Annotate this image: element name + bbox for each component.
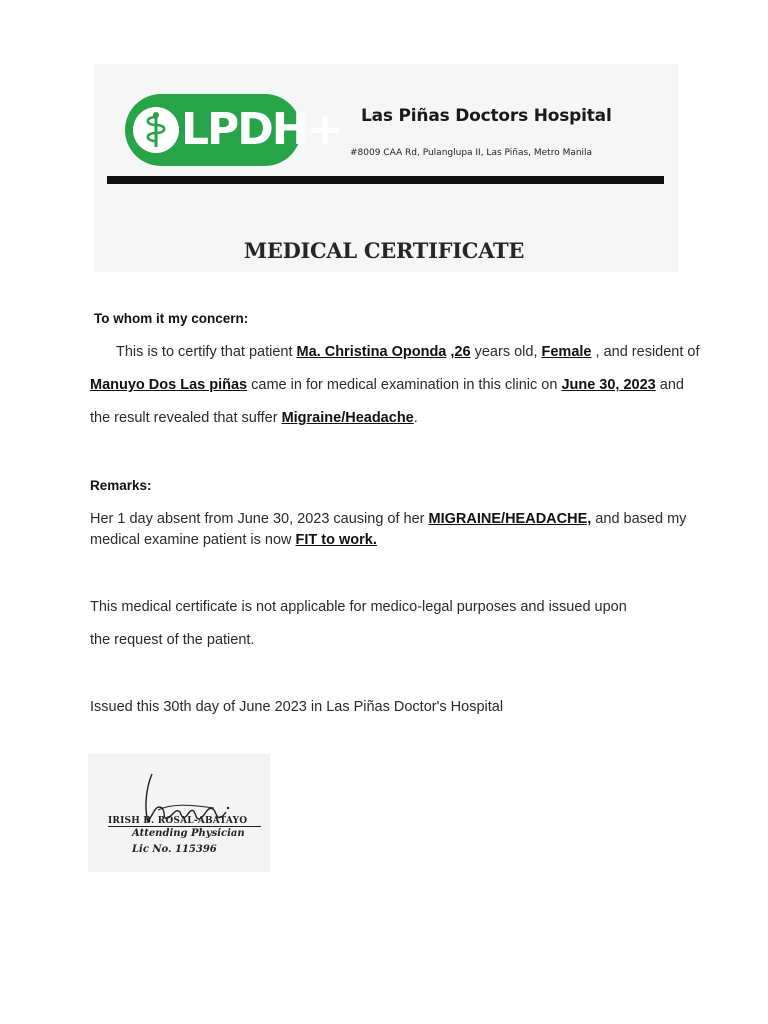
certification-line-3 bbox=[90, 410, 418, 426]
document-title: MEDICAL CERTIFICATE bbox=[243, 238, 525, 263]
condition: MIGRAINE/HEADACHE, bbox=[428, 511, 592, 527]
text-segment: medical examine patient is now bbox=[90, 532, 292, 548]
text-segment: came in for medical examination in this clinic on bbox=[247, 377, 558, 393]
text-segment: the result revealed that suffer bbox=[90, 410, 278, 426]
caduceus-icon bbox=[133, 107, 179, 153]
signatory-name: IRISH B. ROSAL-ABATAYO bbox=[108, 816, 261, 827]
text-segment: Her 1 day absent from June 30, 2023 causing of her bbox=[90, 511, 425, 527]
patient-name: Ma. Christina Oponda bbox=[296, 344, 447, 360]
hospital-address: #8009 CAA Rd, Pulanglupa II, Las Piñas, Metro Manila bbox=[350, 148, 593, 158]
signatory-role: Attending Physician bbox=[132, 828, 245, 839]
header-divider bbox=[107, 176, 664, 184]
issued-statement: Issued this 30th day of June 2023 in Las Piñas Doctor's Hospital bbox=[90, 699, 504, 715]
diagnosis: Migraine/Headache bbox=[281, 410, 414, 426]
salutation: To whom it my concern: bbox=[94, 311, 249, 326]
text-segment: . bbox=[413, 410, 418, 426]
patient-sex: Female bbox=[541, 344, 592, 360]
fitness-status: FIT to work. bbox=[295, 532, 377, 548]
text-segment: and bbox=[655, 377, 684, 393]
text-segment: years old, bbox=[470, 344, 538, 360]
hospital-logo bbox=[125, 94, 342, 166]
text-segment: and based my bbox=[591, 511, 687, 527]
text-segment: , and resident of bbox=[595, 344, 700, 360]
exam-date: June 30, 2023 bbox=[561, 377, 656, 393]
disclaimer-line-1: This medical certificate is not applicable for medico-legal purposes and issued upon bbox=[90, 599, 627, 615]
hospital-name: Las Piñas Doctors Hospital bbox=[361, 106, 612, 126]
remarks-label: Remarks: bbox=[90, 478, 152, 493]
remarks-line-2 bbox=[90, 532, 377, 548]
certification-line-2 bbox=[90, 377, 684, 393]
patient-residence: Manuyo Dos Las piñas bbox=[90, 377, 248, 393]
text-segment: This is to certify that patient bbox=[116, 344, 293, 360]
certification-line-1 bbox=[116, 344, 700, 360]
patient-age: ,26 bbox=[450, 344, 471, 360]
logo-text: LPDH+ bbox=[181, 104, 342, 155]
disclaimer-line-2: the request of the patient. bbox=[90, 632, 255, 648]
signatory-license: Lic No. 115396 bbox=[132, 844, 217, 855]
remarks-line-1 bbox=[90, 511, 686, 527]
